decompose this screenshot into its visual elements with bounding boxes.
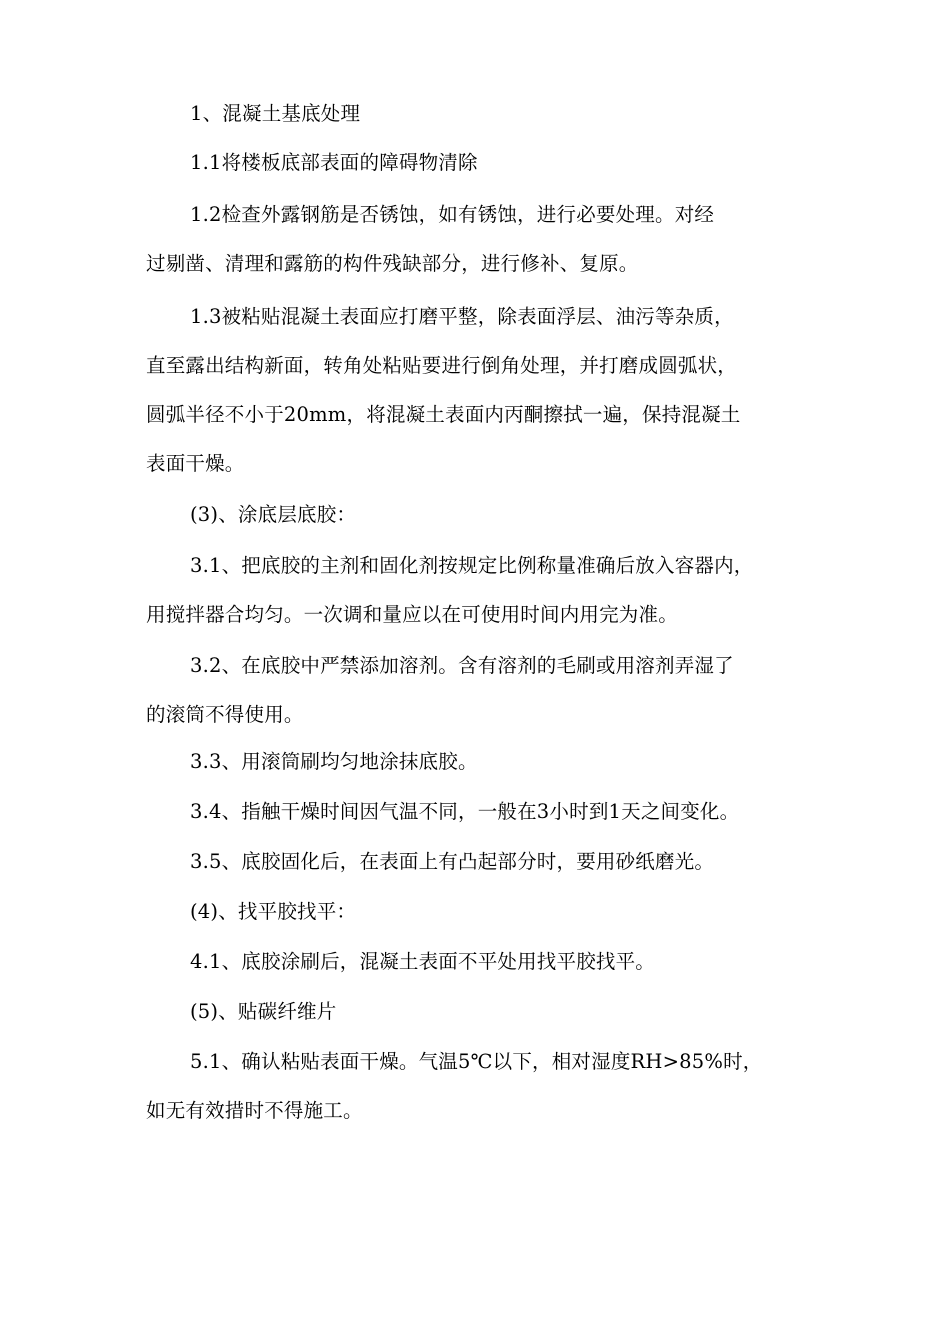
text-line: (4)、找平胶找平： bbox=[190, 900, 357, 923]
text-line: 3.2、在底胶中严禁添加溶剂。含有溶剂的毛刷或用溶剂弄湿了 bbox=[190, 654, 734, 677]
text-line: 直至露出结构新面，转角处粘贴要进行倒角处理，并打磨成圆弧状， bbox=[146, 354, 738, 377]
text-line: 1.3被粘贴混凝土表面应打磨平整，除表面浮层、油污等杂质， bbox=[190, 305, 734, 328]
text-line: 3.1、把底胶的主剂和固化剂按规定比例称量准确后放入容器内， bbox=[190, 554, 754, 577]
text-line: 的滚筒不得使用。 bbox=[146, 703, 304, 726]
text-line: 1.1将楼板底部表面的障碍物清除 bbox=[190, 151, 478, 174]
paragraph-3-5 bbox=[146, 837, 836, 886]
paragraph-4-1 bbox=[146, 937, 836, 986]
text-line: 如无有效措时不得施工。 bbox=[146, 1099, 363, 1122]
heading-leveling bbox=[146, 887, 836, 936]
paragraph-1-1 bbox=[146, 138, 836, 187]
paragraph-3-2 bbox=[146, 641, 836, 739]
text-line: 表面干燥。 bbox=[146, 452, 245, 475]
text-line: 1、混凝土基底处理 bbox=[190, 102, 361, 125]
text-line: 1.2检查外露钢筋是否锈蚀，如有锈蚀，进行必要处理。对经 bbox=[190, 203, 715, 226]
paragraph-1-2 bbox=[146, 190, 836, 288]
paragraph-3-1 bbox=[146, 541, 836, 639]
paragraph-1-3 bbox=[146, 292, 836, 488]
text-line: 圆弧半径不小于20mm，将混凝土表面内丙酮擦拭一遍，保持混凝土 bbox=[146, 403, 741, 426]
paragraph-3-3 bbox=[146, 737, 836, 786]
text-line: 3.5、底胶固化后，在表面上有凸起部分时，要用砂纸磨光。 bbox=[190, 850, 715, 873]
text-line: 5.1、确认粘贴表面干燥。气温5℃以下，相对湿度RH>85%时， bbox=[190, 1050, 763, 1073]
text-line: 用搅拌器合均匀。一次调和量应以在可使用时间内用完为准。 bbox=[146, 603, 678, 626]
heading-carbon-fiber bbox=[146, 987, 836, 1036]
text-line: (3)、涂底层底胶： bbox=[190, 503, 357, 526]
text-line: 4.1、底胶涂刷后，混凝土表面不平处用找平胶找平。 bbox=[190, 950, 656, 973]
text-line: 3.4、指触干燥时间因气温不同，一般在3小时到1天之间变化。 bbox=[190, 800, 740, 823]
heading-concrete-base-treatment bbox=[146, 89, 836, 138]
text-line: 过剔凿、清理和露筋的构件残缺部分，进行修补、复原。 bbox=[146, 252, 639, 275]
text-line: 3.3、用滚筒刷均匀地涂抹底胶。 bbox=[190, 750, 478, 773]
heading-primer-coating bbox=[146, 490, 836, 539]
text-line: (5)、贴碳纤维片 bbox=[190, 1000, 337, 1023]
paragraph-5-1 bbox=[146, 1037, 836, 1135]
paragraph-3-4 bbox=[146, 787, 836, 836]
